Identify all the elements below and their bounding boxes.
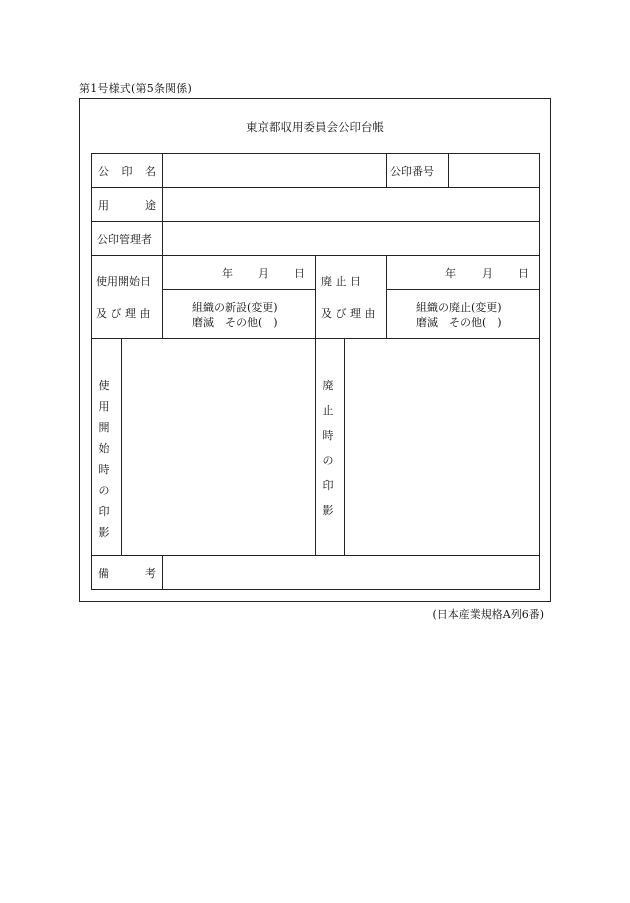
start-impression-char: 影 bbox=[98, 526, 110, 539]
document-title: 東京都収用委員会公印台帳 bbox=[246, 120, 384, 134]
end-reason-option-other: 磨滅 その他( ) bbox=[416, 316, 502, 329]
start-month-label: 月 bbox=[258, 267, 269, 280]
end-date-label: 廃 止 日 bbox=[321, 275, 361, 288]
seal-name-label: 公 印 名 bbox=[98, 165, 156, 178]
table-rule bbox=[91, 187, 540, 188]
table-rule bbox=[162, 555, 163, 589]
end-impression-label bbox=[320, 373, 336, 523]
remarks-label: 備 考 bbox=[98, 567, 156, 580]
end-reason-label: 及 び 理 由 bbox=[321, 307, 376, 320]
end-impression-char: 影 bbox=[322, 504, 334, 517]
table-rule bbox=[91, 221, 540, 222]
table-rule bbox=[448, 153, 449, 187]
table-rule bbox=[386, 255, 387, 338]
start-impression-char: 使 bbox=[98, 379, 110, 392]
table-border-right bbox=[539, 153, 540, 590]
seal-manager-label: 公印管理者 bbox=[97, 233, 152, 246]
start-impression-char: 時 bbox=[98, 463, 110, 476]
end-impression-char: 時 bbox=[322, 429, 334, 442]
end-reason-option-abolish: 組織の廃止(変更) bbox=[416, 301, 502, 314]
end-impression-char: 廃 bbox=[322, 379, 334, 392]
table-rule bbox=[162, 153, 163, 339]
table-border-bottom bbox=[91, 589, 540, 590]
table-border-left bbox=[91, 153, 92, 590]
table-rule bbox=[387, 289, 540, 290]
table-rule bbox=[91, 555, 540, 556]
end-year-label: 年 bbox=[445, 267, 456, 280]
start-impression-char: 始 bbox=[98, 442, 110, 455]
start-impression-char: 用 bbox=[98, 400, 110, 413]
end-day-label: 日 bbox=[518, 267, 529, 280]
start-day-label: 日 bbox=[294, 267, 305, 280]
start-impression-char: 開 bbox=[98, 421, 110, 434]
table-rule bbox=[121, 338, 122, 555]
purpose-label: 用 途 bbox=[98, 199, 156, 212]
start-impression-label bbox=[96, 375, 112, 543]
table-rule bbox=[162, 289, 315, 290]
table-border-top bbox=[91, 153, 540, 154]
start-reason-label: 及 び 理 由 bbox=[96, 307, 151, 320]
table-rule bbox=[386, 153, 387, 187]
start-reason-option-new: 組織の新設(変更) bbox=[192, 301, 278, 314]
end-month-label: 月 bbox=[482, 267, 493, 280]
end-impression-char: の bbox=[322, 454, 334, 467]
start-impression-char: 印 bbox=[98, 505, 110, 518]
start-year-label: 年 bbox=[222, 267, 233, 280]
end-impression-char: 止 bbox=[322, 404, 334, 417]
table-rule bbox=[315, 255, 316, 555]
seal-number-label: 公印番号 bbox=[390, 165, 434, 178]
start-impression-char: の bbox=[98, 484, 110, 497]
table-rule bbox=[344, 338, 345, 555]
start-date-label: 使用開始日 bbox=[96, 275, 151, 288]
start-reason-option-other: 磨滅 その他( ) bbox=[192, 316, 278, 329]
paper-standard-note: (日本産業規格A列6番) bbox=[432, 608, 544, 621]
form-reference: 第1号様式(第5条関係) bbox=[79, 82, 192, 95]
end-impression-char: 印 bbox=[322, 479, 334, 492]
